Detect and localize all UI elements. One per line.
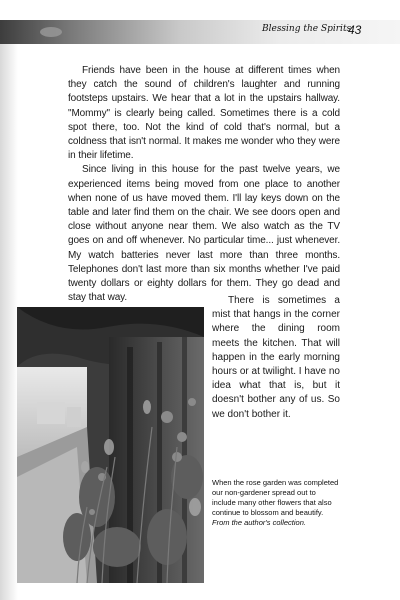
running-title: Blessing the Spirits (262, 24, 352, 34)
photo-caption (212, 478, 340, 528)
garden-photo (17, 307, 204, 583)
paragraph-1: Friends have been in the house at different times when they catch the sound of children's laughter and running footsteps upstairs. We hear that a lot in the upstairs hallway. "Mommy" is clearly being called. Sometimes there is a cold spot there, too. Not the kind of cold that's normal, but a coldness that isn't normal. It makes me wonder who they were in their lifetime. (68, 65, 340, 162)
header-eye-ornament (40, 27, 62, 37)
paragraph-3: There is sometimes a mist that hangs in the corner where the dining room meets the kitchen. That will happen in the early morning hours or at twilight. I have no idea what that is, but it doesn't bother any of us. So we don't bother it. (212, 295, 340, 420)
caption-text: When the rose garden was completed our non-gardener spread out to include many other flowers that also continue to blossom and beautify. (212, 478, 339, 517)
garden-photo-illustration (17, 307, 204, 583)
paragraph-2: Since living in this house for the past twelve years, we experienced items being moved from one place to another when none of us have moved them. I'll lay keys down on the table and later find them on the chair. We see doors open and close without anyone near them. We also watch as the TV goes on and off whenever. No particular time... just whenever. My watch batteries never last more than three months. Telephones don't last more than six months whether I've paid twenty dollars or eighty dollars for them. They go dead and stay that way. (68, 164, 340, 304)
caption-credit: From the author's collection. (212, 518, 306, 527)
wrapped-paragraph (212, 294, 340, 422)
body-text (68, 64, 340, 305)
left-margin-shade (0, 44, 18, 600)
page-number: 43 (348, 23, 362, 37)
